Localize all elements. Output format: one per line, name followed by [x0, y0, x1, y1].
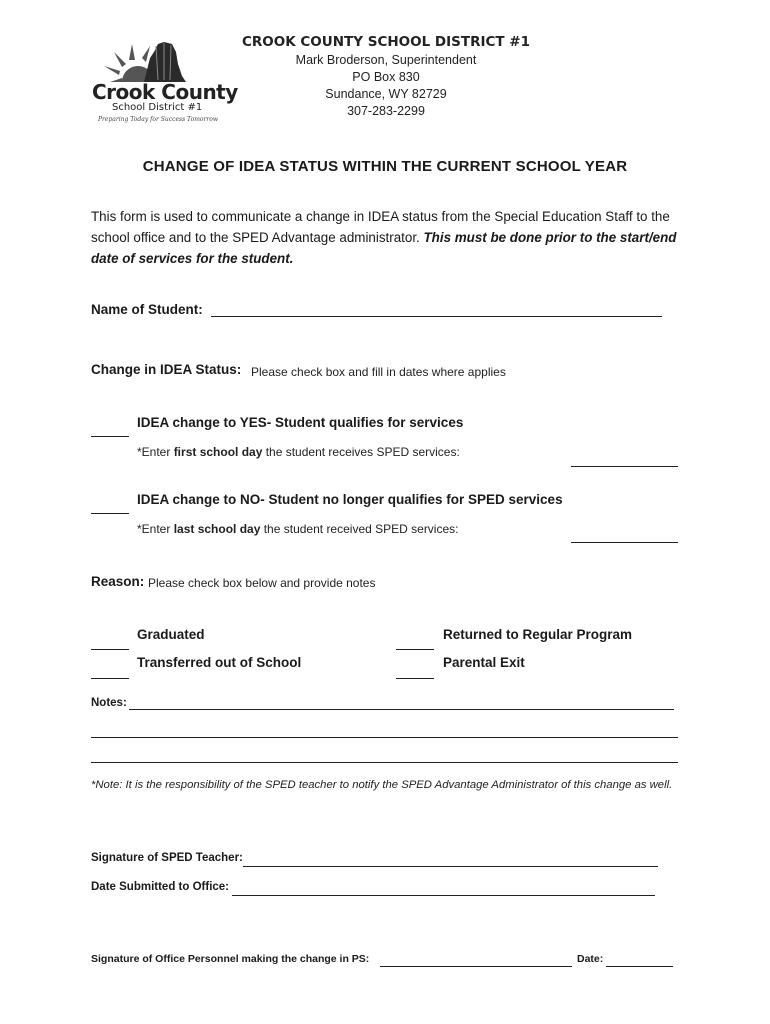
student-name-label: Name of Student: [91, 302, 203, 317]
graduated-label: Graduated [137, 627, 205, 642]
idea-no-instruction [137, 522, 458, 536]
date-submitted-label: Date Submitted to Office: [91, 881, 230, 893]
date-submitted-field[interactable] [232, 895, 655, 896]
notes-line-2[interactable] [91, 737, 678, 738]
parental-exit-label: Parental Exit [443, 655, 525, 670]
idea-yes-label: IDEA change to YES- Student qualifies for services [137, 415, 464, 430]
notes-line-3[interactable] [91, 762, 678, 763]
first-day-field[interactable] [571, 466, 678, 467]
office-signature-label: Signature of Office Personnel making the change in PS: [91, 953, 370, 965]
responsibility-note: *Note: It is the responsibility of the SPED teacher to notify the SPED Advantage Administrator of this change as well. [91, 779, 673, 791]
teacher-signature-label: Signature of SPED Teacher: [91, 852, 243, 864]
parental-exit-checkbox[interactable] [396, 678, 434, 679]
office-signature-field[interactable] [380, 966, 572, 967]
change-status-hint: Please check box and fill in dates where applies [251, 365, 506, 379]
idea-no-label: IDEA change to NO- Student no longer qualifies for SPED services [137, 492, 563, 507]
last-day-field[interactable] [571, 542, 678, 543]
idea-yes-checkbox[interactable] [91, 436, 129, 437]
intro-emphasis: This must be done prior to the start/end date of services for the student. [91, 230, 677, 266]
change-status-label: Change in IDEA Status: [91, 362, 242, 377]
district-name: CROOK COUNTY SCHOOL DISTRICT #1 [241, 34, 531, 50]
notes-label: Notes: [91, 697, 127, 709]
teacher-signature-field[interactable] [243, 866, 658, 867]
superintendent: Mark Broderson, Superintendent [295, 53, 477, 67]
transferred-checkbox[interactable] [91, 678, 129, 679]
transferred-label: Transferred out of School [137, 655, 302, 670]
idea-yes-suffix: the student receives SPED services: [262, 445, 460, 459]
returned-checkbox[interactable] [396, 649, 434, 650]
idea-no-prefix: *Enter [137, 522, 174, 536]
po-box: PO Box 830 [352, 70, 420, 84]
office-date-label: Date: [577, 953, 604, 965]
idea-yes-prefix: *Enter [137, 445, 174, 459]
logo-name: Crook County [92, 80, 238, 104]
phone-number: 307-283-2299 [347, 104, 425, 118]
graduated-checkbox[interactable] [91, 649, 129, 650]
idea-no-checkbox[interactable] [91, 513, 129, 514]
district-logo [92, 38, 238, 128]
intro-paragraph [91, 206, 691, 269]
idea-no-emphasis: last school day [173, 522, 261, 536]
idea-no-suffix: the student received SPED services: [260, 522, 459, 536]
notes-line-1[interactable] [129, 709, 674, 710]
form-title: CHANGE OF IDEA STATUS WITHIN THE CURRENT SCHOOL YEAR [142, 158, 628, 175]
intro-text: This form is used to communicate a change in IDEA status from the Special Education Staff to the school office and to the SPED Advantage administrator. [91, 209, 670, 245]
returned-label: Returned to Regular Program [443, 627, 633, 642]
idea-yes-instruction [137, 445, 460, 459]
office-date-field[interactable] [606, 966, 673, 967]
logo-subtitle: School District #1 [112, 102, 203, 113]
idea-yes-emphasis: first school day [173, 445, 263, 459]
logo-tagline: Preparing Today for Success Tomorrow [98, 116, 218, 123]
city-address: Sundance, WY 82729 [325, 87, 447, 101]
reason-label: Reason: [91, 574, 145, 589]
student-name-field[interactable] [211, 316, 662, 317]
reason-hint: Please check box below and provide notes [148, 576, 376, 590]
